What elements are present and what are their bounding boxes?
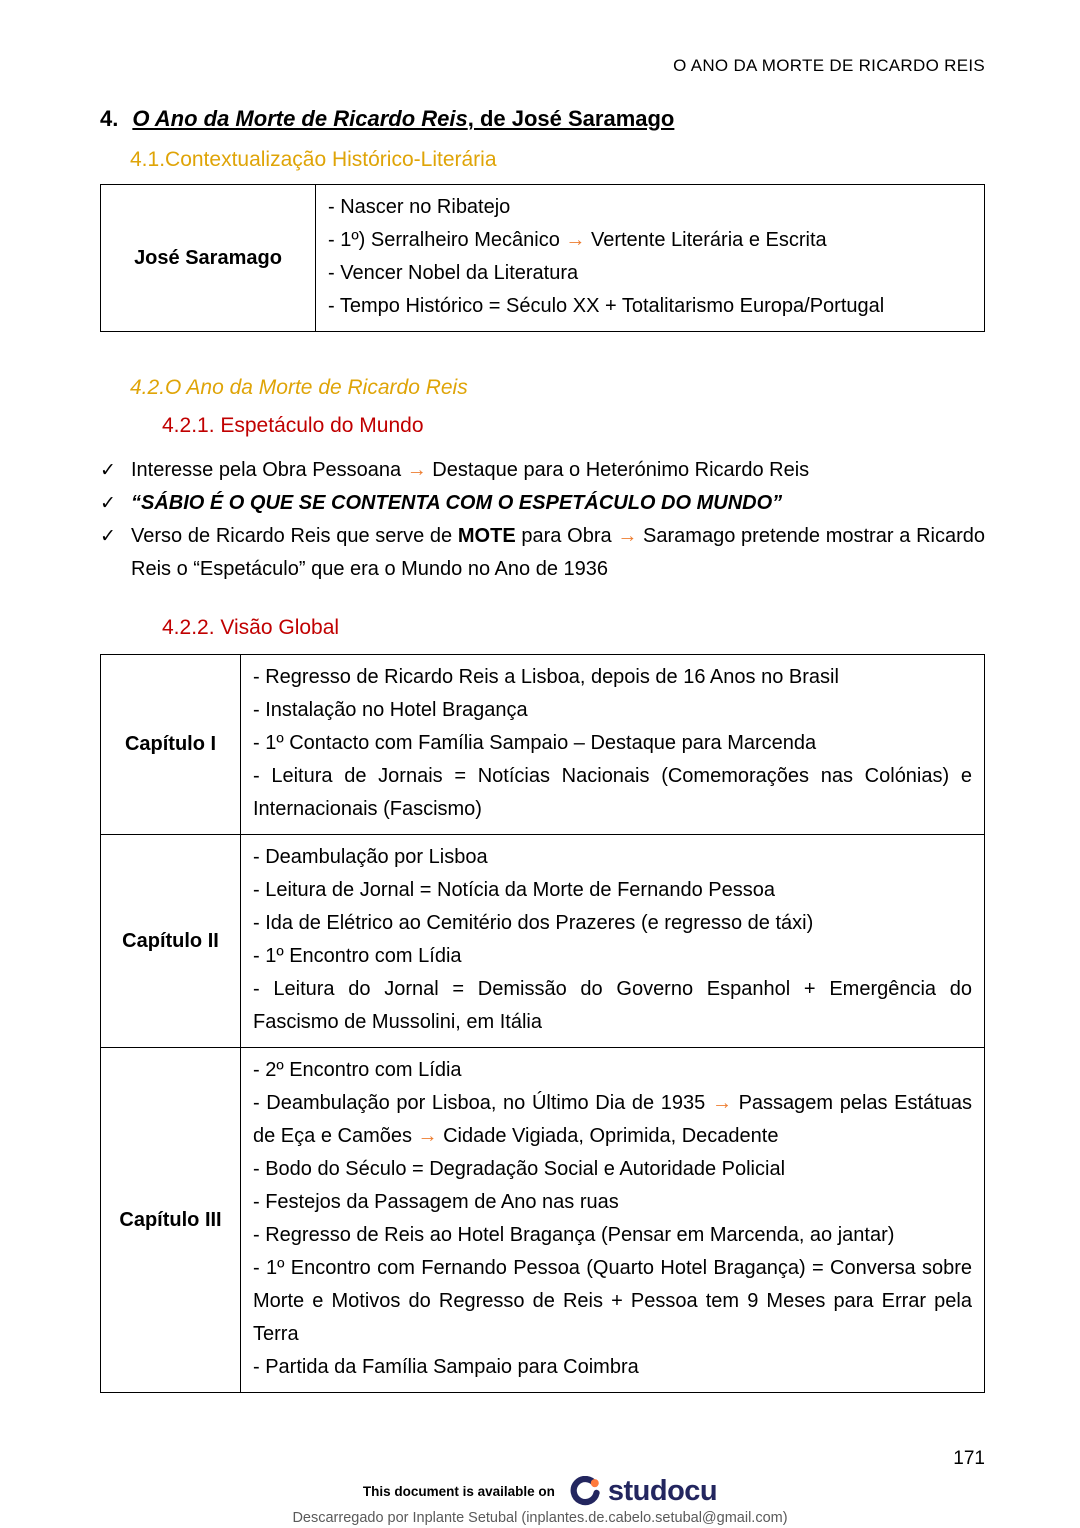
chapter-label-cell: Capítulo III	[101, 1048, 241, 1393]
section-heading-4-2-1: 4.2.1. Espetáculo do Mundo	[162, 414, 424, 437]
available-on-text: This document is available on	[362, 1484, 555, 1499]
list-item-text: Verso de Ricardo Reis que serve de MOTE para Obra → Saramago pretende mostrar a Ricardo Reis o “Espetáculo” que era o Mundo no Ano de 1936	[131, 525, 985, 580]
section-heading-4-1: 4.1.Contextualização Histórico-Literária	[130, 148, 497, 171]
table-row-chapter-2	[101, 835, 985, 1048]
arrow-icon: →	[617, 525, 638, 547]
chapters-table	[100, 654, 985, 1393]
download-note: Descarregado por Inplante Setubal (inplantes.de.cabelo.setubal@gmail.com)	[292, 1510, 788, 1526]
table-line: - 2º Encontro com Lídia	[253, 1059, 462, 1081]
table-line: - Tempo Histórico = Século XX + Totalitarismo Europa/Portugal	[328, 295, 885, 317]
table-row-chapter-1	[101, 655, 985, 835]
table-line: - Leitura do Jornal = Demissão do Governo Espanhol + Emergência do Fascismo de Mussolini, em Itália	[253, 978, 972, 1033]
table-line: - Deambulação por Lisboa	[253, 846, 488, 868]
table-line: - Ida de Elétrico ao Cemitério dos Prazeres (e regresso de táxi)	[253, 912, 814, 934]
table-line: - 1º Contacto com Família Sampaio – Destaque para Marcenda	[253, 732, 817, 754]
list-item	[100, 454, 985, 487]
arrow-icon: →	[406, 459, 427, 481]
author-details-cell	[316, 185, 985, 332]
checkmark-icon: ✓	[100, 526, 116, 547]
list-item-text: “SÁBIO É O QUE SE CONTENTA COM O ESPETÁCULO DO MUNDO”	[131, 492, 783, 514]
main-heading	[100, 106, 985, 132]
studocu-logo-icon	[569, 1476, 601, 1508]
checklist	[100, 454, 985, 586]
table-line: - Leitura de Jornais = Notícias Nacionais (Comemorações nas Colónias) e Internacionais (Fascismo)	[253, 765, 972, 820]
arrow-icon: →	[565, 229, 586, 251]
list-item	[100, 487, 985, 520]
arrow-icon: →	[711, 1092, 732, 1114]
chapter-label-cell: Capítulo I	[101, 655, 241, 835]
arrow-icon: →	[417, 1125, 438, 1147]
section-heading-4-2-2: 4.2.2. Visão Global	[162, 616, 340, 639]
table-line: - Nascer no Ribatejo	[328, 196, 511, 218]
table-line: - 1º Encontro com Lídia	[253, 945, 462, 967]
heading-rest: , de José Saramago	[467, 106, 675, 131]
section-heading-4-2: 4.2.O Ano da Morte de Ricardo Reis	[130, 376, 468, 399]
checkmark-icon: ✓	[100, 493, 116, 514]
studocu-logo[interactable]	[569, 1475, 717, 1508]
list-item	[100, 520, 985, 586]
table-row	[101, 185, 985, 332]
chapter-content-cell	[241, 655, 985, 835]
footer-brand	[0, 1475, 1080, 1508]
chapter-label-cell: Capítulo II	[101, 835, 241, 1048]
table-line: - Partida da Família Sampaio para Coimbra	[253, 1356, 639, 1378]
chapter-content-cell	[241, 835, 985, 1048]
author-label-cell: José Saramago	[101, 185, 316, 332]
checkmark-icon: ✓	[100, 460, 116, 481]
page-number: 171	[953, 1448, 985, 1469]
table-line: - Instalação no Hotel Bragança	[253, 699, 528, 721]
heading-number: 4.	[100, 106, 119, 131]
table-line: - Regresso de Reis ao Hotel Bragança (Pensar em Marcenda, ao jantar)	[253, 1224, 895, 1246]
book-title: O Ano da Morte de Ricardo Reis	[132, 106, 468, 131]
table-line: - Festejos da Passagem de Ano nas ruas	[253, 1191, 619, 1213]
table-line: - 1º Encontro com Fernando Pessoa (Quarto Hotel Bragança) = Conversa sobre Morte e Motivos do Regresso de Reis + Pessoa tem 9 Meses para Errar pela Terra	[253, 1257, 972, 1345]
table-line: - Vencer Nobel da Literatura	[328, 262, 579, 284]
list-item-text: Interesse pela Obra Pessoana → Destaque para o Heterónimo Ricardo Reis	[131, 459, 810, 481]
table-line: - Regresso de Ricardo Reis a Lisboa, depois de 16 Anos no Brasil	[253, 666, 839, 688]
table-line: - 1º) Serralheiro Mecânico → Vertente Literária e Escrita	[328, 229, 827, 251]
table-line: - Leitura de Jornal = Notícia da Morte de Fernando Pessoa	[253, 879, 775, 901]
chapter-content-cell	[241, 1048, 985, 1393]
table-row-chapter-3	[101, 1048, 985, 1393]
author-table	[100, 184, 985, 332]
studocu-wordmark: studocu	[607, 1475, 718, 1507]
table-line: - Bodo do Século = Degradação Social e Autoridade Policial	[253, 1158, 786, 1180]
running-header: O ANO DA MORTE DE RICARDO REIS	[673, 56, 985, 75]
table-line: - Deambulação por Lisboa, no Último Dia de 1935 → Passagem pelas Estátuas de Eça e Camões → Cidade Vigiada, Oprimida, Decadente	[253, 1092, 973, 1147]
